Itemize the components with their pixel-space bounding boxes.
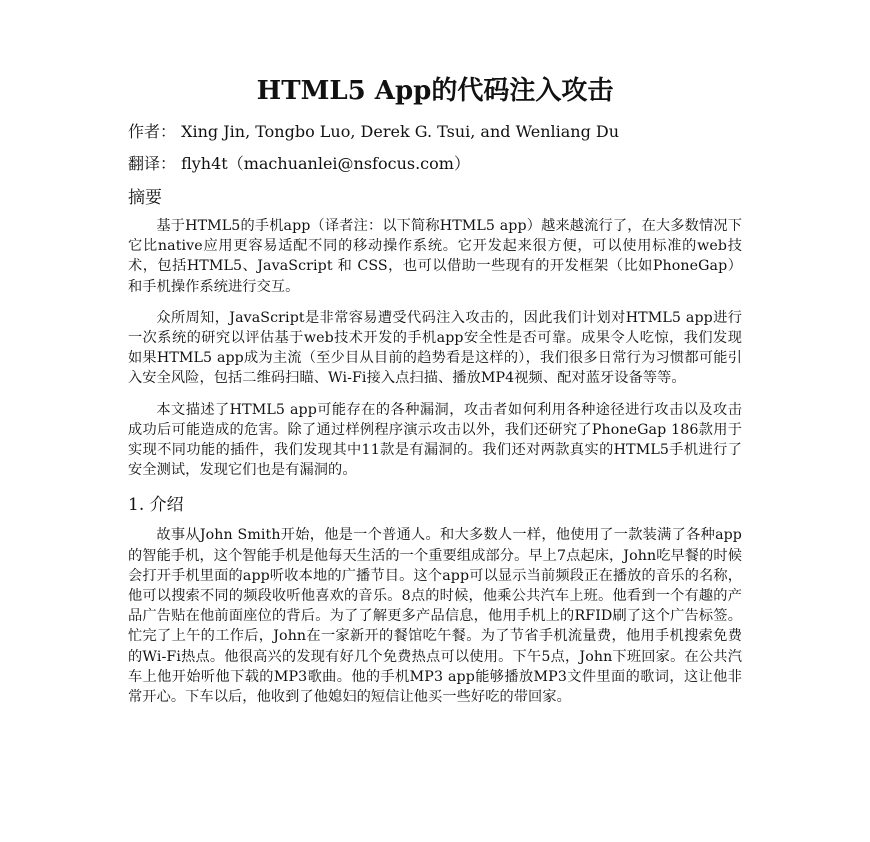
authors-line: 作者： Xing Jin, Tongbo Luo, Derek G. Tsui, and Wenliang Du: [128, 122, 620, 141]
abstract-paragraph: 本文描述了HTML5 app可能存在的各种漏洞，攻击者如何利用各种途径进行攻击以及攻击成功后可能造成的危害。除了通过样例程序演示攻击以外，我们还研究了PhoneGap 186款用于实现不同功能的插件，我们发现其中11款是有漏洞的。我们还对两款真实的HTML5手机进行了安全测试，发现它们也是有漏洞的。: [128, 401, 742, 479]
introduction-paragraph: 故事从John Smith开始，他是一个普通人。和大多数人一样，他使用了一款装满了各种app的智能手机，这个智能手机是他每天生活的一个重要组成部分。早上7点起床，John吃早餐的时候会打开手机里面的app听收本地的广播节目。这个app可以显示当前频段正在播放的音乐的名称，他可以搜索不同的频段收听他喜欢的音乐。8点的时候，他乘公共汽车上班。他看到一个有趣的产品广告贴在他前面座位的背后。为了了解更多产品信息，他用手机上的RFID刷了这个广告标签。忙完了上午的工作后，John在一家新开的餐馆吃午餐。为了节省手机流量费，他用手机搜索免费的Wi-Fi热点。他很高兴的发现有好几个免费热点可以使用。下午5点，John下班回家。在公共汽车上他开始听他下载的MP3歌曲。他的手机MP3 app能够播放MP3文件里面的歌词，这让他非常开心。下车以后，他收到了他媳妇的短信让他买一些好吃的带回家。: [128, 527, 742, 706]
translator-line: 翻译： flyh4t（machuanlei@nsfocus.com）: [128, 154, 470, 173]
section-heading-introduction: 1. 介绍: [128, 495, 184, 516]
document-title: HTML5 App的代码注入攻击: [256, 76, 614, 106]
abstract-paragraph: 众所周知，JavaScript是非常容易遭受代码注入攻击的，因此我们计划对HTML5 app进行一次系统的研究以评估基于web技术开发的手机app安全性是否可靠。成果令人吃惊，我们发现如果HTML5 app成为主流（至少目从目前的趋势看是这样的），我们很多日常行为习惯都可能引入安全风险，包括二维码扫瞄、Wi-Fi接入点扫描、播放MP4视频、配对蓝牙设备等等。: [128, 309, 742, 387]
abstract-paragraph: 基于HTML5的手机app（译者注：以下简称HTML5 app）越来越流行了，在大多数情况下它比native应用更容易适配不同的移动操作系统。它开发起来很方便，可以使用标准的web技术，包括HTML5、JavaScript 和 CSS，也可以借助一些现有的开发框架（比如PhoneGap）和手机操作系统进行交互。: [128, 218, 742, 295]
abstract-heading: 摘要: [128, 188, 162, 208]
